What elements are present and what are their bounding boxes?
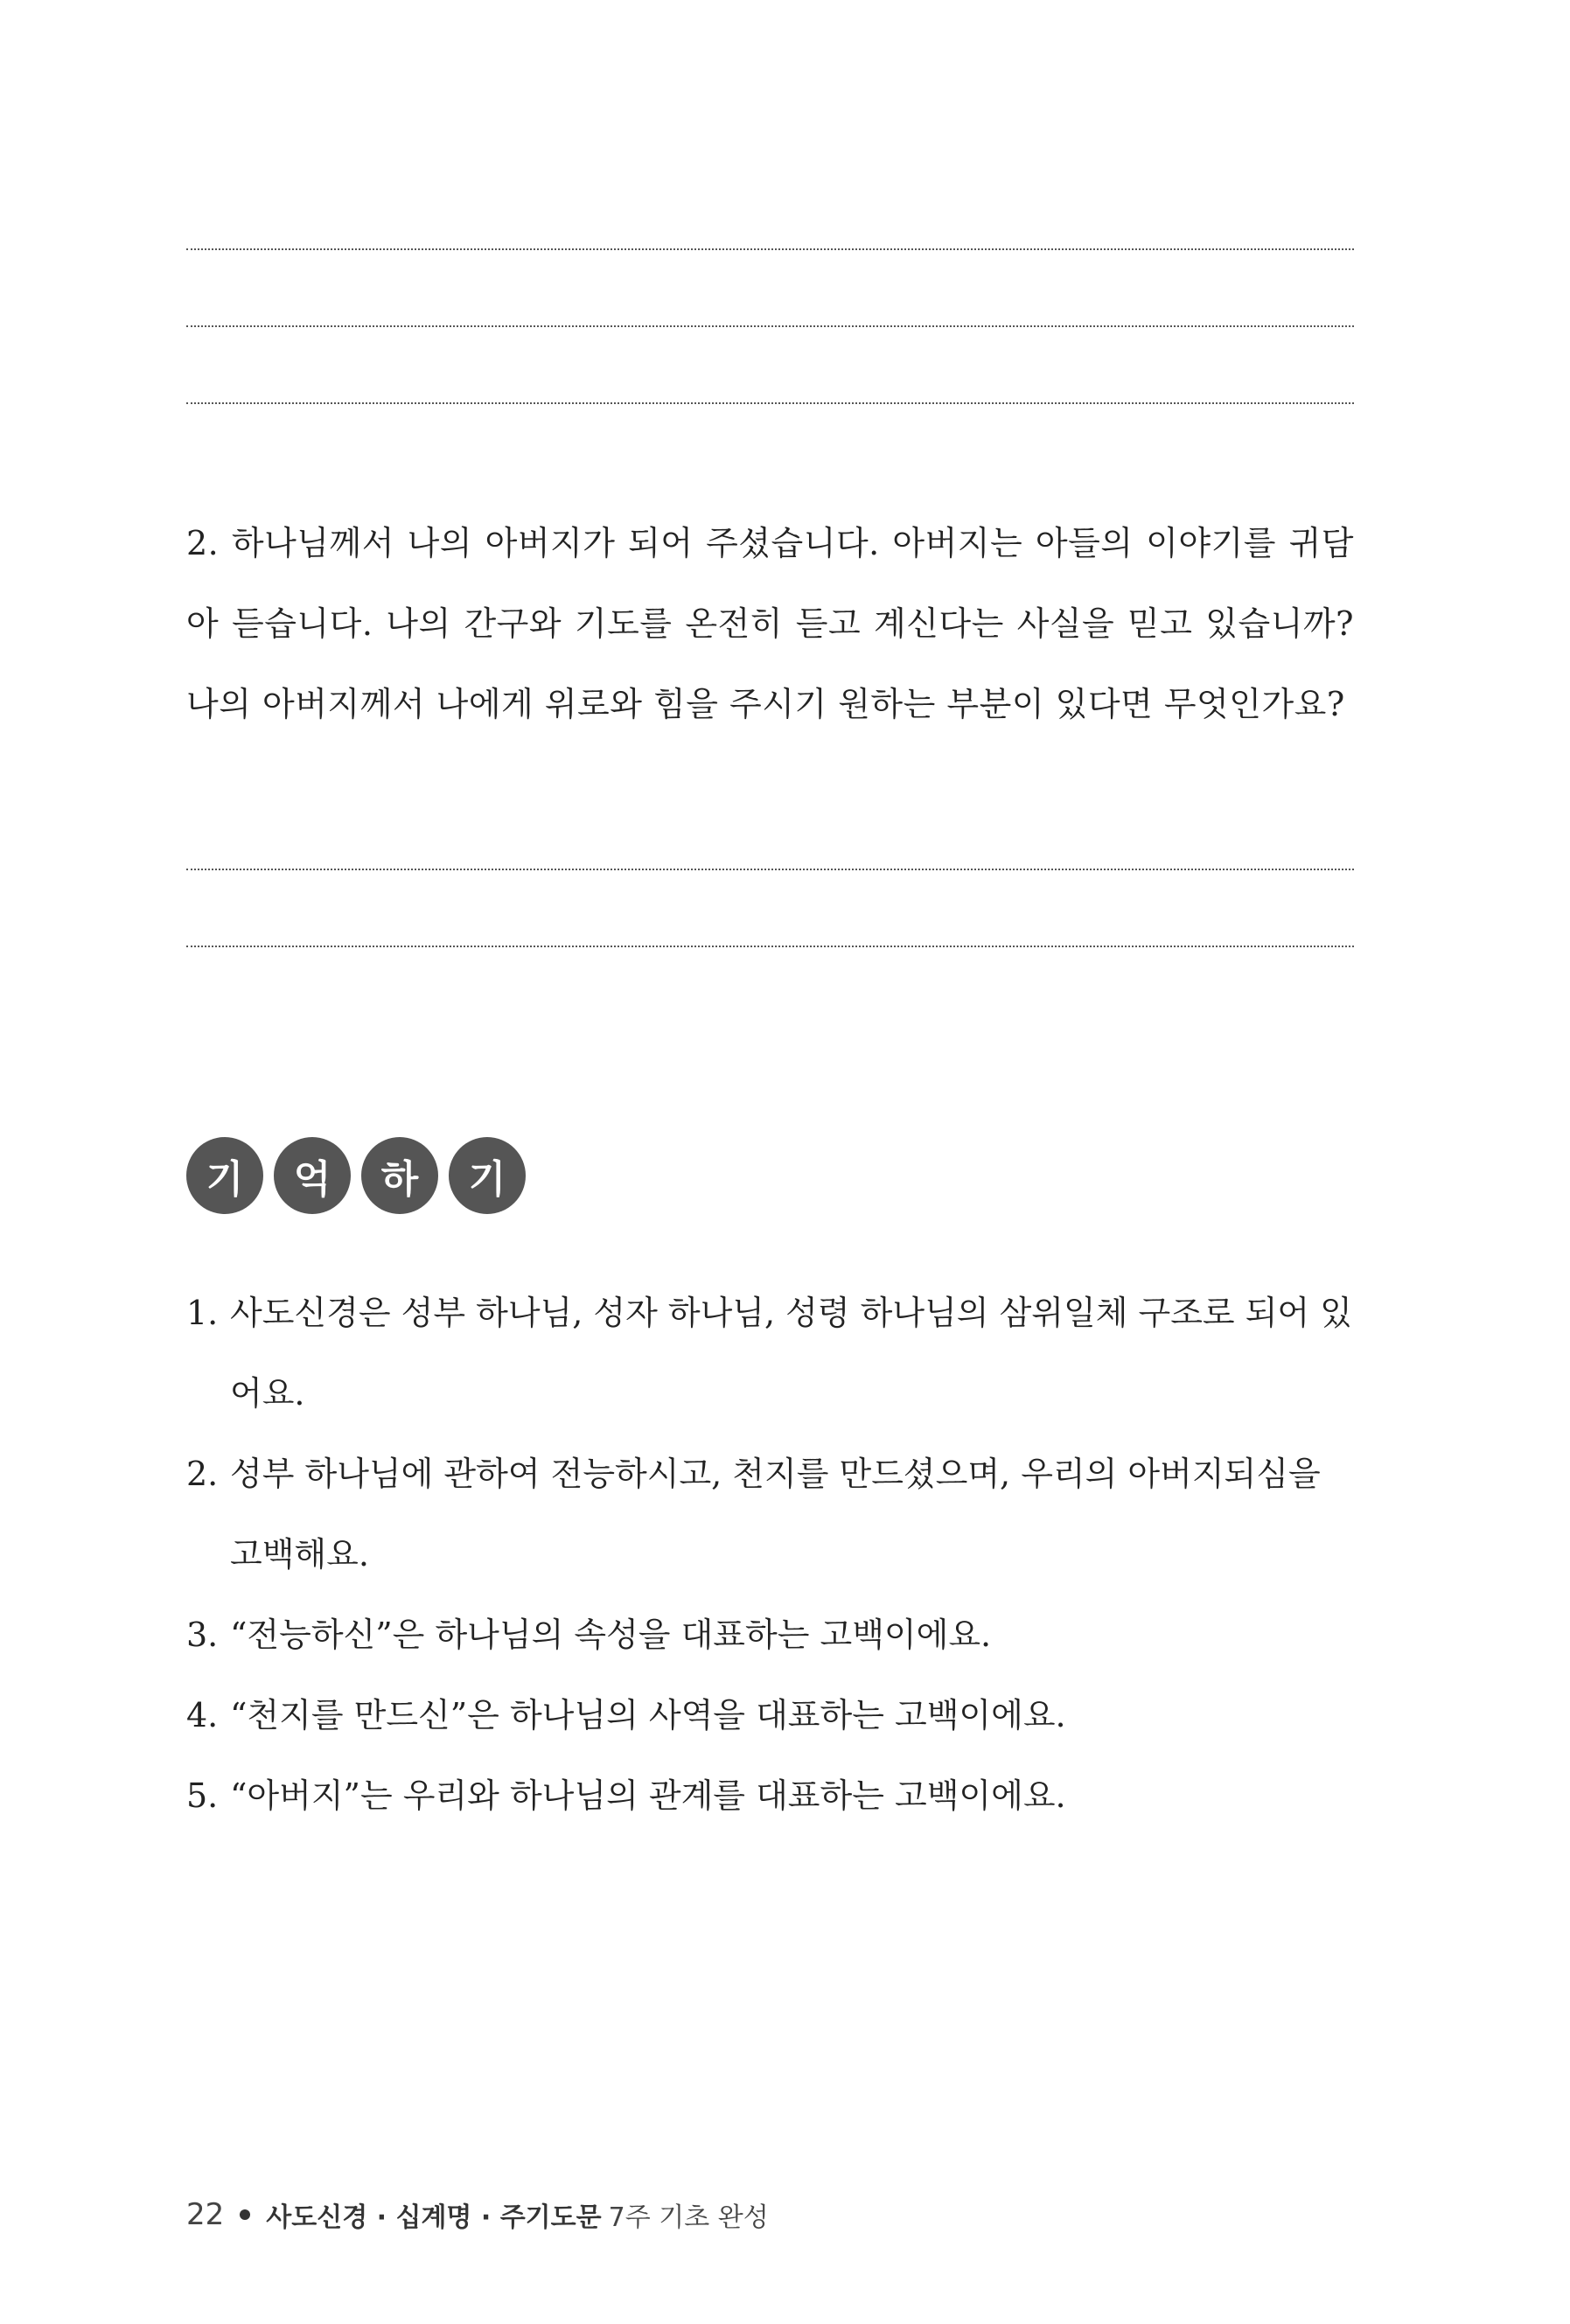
page-footer [186, 2195, 769, 2234]
list-item [186, 1434, 1354, 1595]
remember-list [186, 1273, 1354, 1836]
remember-char-2: 억 [274, 1137, 351, 1214]
list-item [186, 1595, 1354, 1675]
list-item [186, 1273, 1354, 1434]
answer-line-5[interactable] [186, 946, 1354, 947]
list-item [186, 1675, 1354, 1755]
question-2: 2. 하나님께서 나의 아버지가 되어 주셨습니다. 아버지는 아들의 이야기를 귀담아 듣습니다. 나의 간구와 기도를 온전히 듣고 계신다는 사실을 믿고 있습니까? 나의 아버지께서 나에게 위로와 힘을 주시기 원하는 부분이 있다면 무엇인가요? [186, 524, 1354, 723]
list-item-text: “천지를 만드신”은 하나님의 사역을 대표하는 고백이에요. [230, 1696, 1066, 1734]
list-item-text: 사도신경은 성부 하나님, 성자 하나님, 성령 하나님의 삼위일체 구조로 되어 있어요. [230, 1294, 1352, 1413]
list-item-number: 2. [186, 1455, 219, 1493]
list-item-text: “아버지”는 우리와 하나님의 관계를 대표하는 고백이에요. [230, 1776, 1066, 1815]
remember-char-1: 기 [186, 1137, 263, 1214]
remember-char-3: 하 [361, 1137, 438, 1214]
answer-line-3[interactable] [186, 402, 1354, 404]
answer-line-2[interactable] [186, 325, 1354, 327]
book-subtitle: 7주 기초 완성 [608, 2202, 769, 2233]
list-item-text: “전능하신”은 하나님의 속성을 대표하는 고백이에요. [230, 1616, 992, 1654]
list-item-number: 5. [186, 1776, 219, 1815]
list-item-number: 4. [186, 1696, 219, 1734]
list-item-number: 3. [186, 1616, 219, 1654]
list-item-text: 성부 하나님에 관하여 전능하시고, 천지를 만드셨으며, 우리의 아버지되심을 고백해요. [230, 1455, 1321, 1574]
list-item-number: 1. [186, 1294, 219, 1332]
list-item [186, 1755, 1354, 1836]
page-number: 22 [186, 2197, 225, 2232]
bullet-dot-icon [240, 2209, 250, 2220]
answer-line-1[interactable] [186, 248, 1354, 250]
book-title: 사도신경 · 십계명 · 주기도문 [266, 2202, 602, 2233]
answer-line-4[interactable] [186, 869, 1354, 870]
remember-char-4: 기 [449, 1137, 526, 1214]
remember-heading [186, 1137, 526, 1214]
